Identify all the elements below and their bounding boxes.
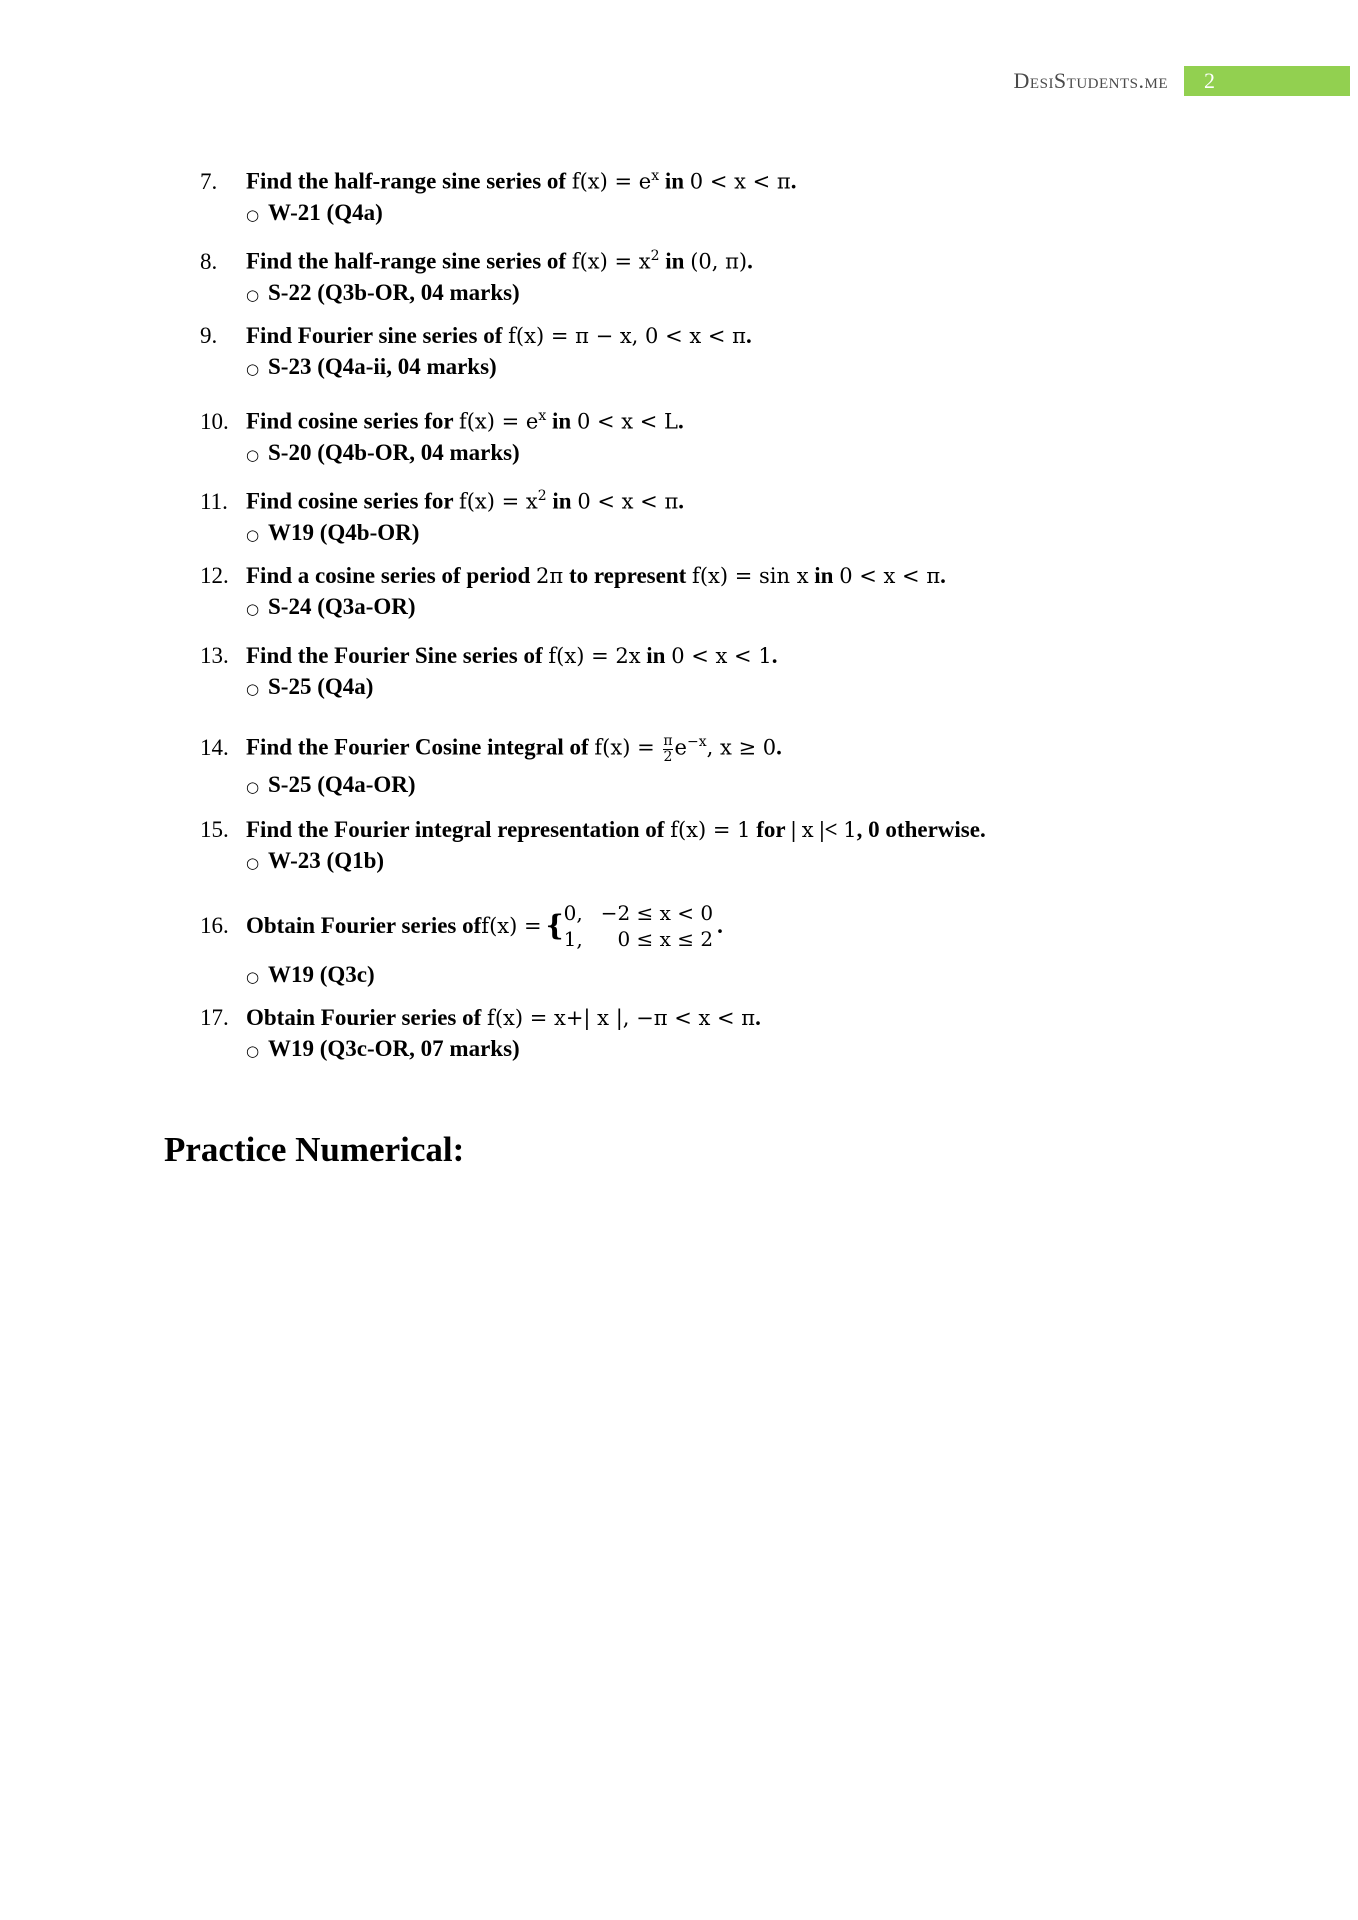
question-reference: ○ S-22 (Q3b-OR, 04 marks) — [246, 278, 1200, 310]
circle-bullet-icon: ○ — [246, 600, 260, 618]
question-item — [200, 320, 1200, 384]
question-reference: ○ W-21 (Q4a) — [246, 198, 1200, 230]
piecewise-function: { 0, −2 ≤ x < 0 1, 0 ≤ x ≤ 2 — [545, 901, 714, 951]
question-reference: ○ S-24 (Q3a-OR) — [246, 592, 1200, 624]
question-reference: ○ S-23 (Q4a-ii, 04 marks) — [246, 352, 1200, 384]
question-number: 13. — [200, 643, 229, 668]
circle-bullet-icon: ○ — [246, 285, 260, 304]
question-text: Find the Fourier integral representation of f(x) = 1 for | x |< 1, 0 otherwise. — [246, 817, 986, 842]
question-item — [200, 898, 1200, 992]
question-reference: ○ W19 (Q3c-OR, 07 marks) — [246, 1034, 1200, 1066]
question-reference: ○ W19 (Q3c) — [246, 960, 1200, 992]
question-number: 12. — [200, 563, 229, 588]
question-text: Find the half-range sine series of $f(x) = e^x$ in 0 < x < π. — [246, 168, 797, 194]
circle-bullet-icon: ○ — [246, 445, 260, 464]
question-number: 14. — [200, 734, 229, 760]
question-number: 8. — [200, 248, 218, 274]
question-number: 11. — [200, 488, 228, 514]
question-reference: ○ S-25 (Q4a-OR) — [246, 770, 1200, 802]
question-text: Find the half-range sine series of $f(x) = x^2$ in (0, π). — [246, 248, 753, 274]
question-item — [200, 560, 1200, 624]
question-number: 15. — [200, 817, 229, 842]
page-number: 2 — [1204, 68, 1215, 93]
question-number: 9. — [200, 323, 218, 348]
question-number: 7. — [200, 168, 218, 194]
page-header — [1014, 66, 1350, 96]
question-text: Find the Fourier Sine series of f(x) = 2x in 0 < x < 1. — [246, 643, 778, 668]
question-number: 16. — [200, 913, 229, 938]
question-item — [200, 480, 1200, 550]
site-name: DesiStudents.me — [1013, 68, 1168, 93]
question-reference: ○ W-23 (Q1b) — [246, 846, 1200, 878]
question-reference: ○ S-25 (Q4a) — [246, 672, 1200, 704]
circle-bullet-icon: ○ — [246, 360, 260, 378]
question-item — [200, 814, 1200, 878]
circle-bullet-icon: ○ — [246, 205, 260, 224]
circle-bullet-icon: ○ — [246, 525, 260, 544]
question-text: Find cosine series for $f(x) = e^x$ in 0 < x < L. — [246, 408, 684, 434]
question-text: Find a cosine series of period 2π to represent f(x) = sin x in 0 < x < π. — [246, 563, 946, 588]
page-number-badge — [1184, 66, 1350, 96]
fraction: $\frac{\pi}{2}$ — [663, 732, 673, 765]
question-reference: ○ S-20 (Q4b-OR, 04 marks) — [246, 438, 1200, 470]
question-item — [200, 400, 1200, 470]
question-item — [200, 240, 1200, 310]
question-item — [200, 1002, 1200, 1066]
question-text: Obtain Fourier series of f(x) = { 0, −2 ≤ x < 0 1, 0 ≤ x ≤ 2 . — [246, 901, 723, 951]
circle-bullet-icon: ○ — [246, 680, 260, 698]
question-text: Find the Fourier Cosine integral of f(x) = $\frac{\pi}{2}$ $e^{-x}$, x ≥ 0. — [246, 732, 782, 765]
circle-bullet-icon: ○ — [246, 968, 260, 986]
question-reference: ○ W19 (Q4b-OR) — [246, 518, 1200, 550]
circle-bullet-icon: ○ — [246, 854, 260, 872]
question-text: Find cosine series for $f(x) = x^2$ in 0 < x < π. — [246, 488, 685, 514]
question-number: 10. — [200, 408, 229, 434]
question-item — [200, 640, 1200, 704]
question-item — [200, 720, 1200, 802]
question-text: Find Fourier sine series of f(x) = π − x, 0 < x < π. — [246, 323, 752, 348]
circle-bullet-icon: ○ — [246, 1042, 260, 1060]
question-item — [200, 160, 1200, 230]
circle-bullet-icon: ○ — [246, 777, 260, 796]
question-number: 17. — [200, 1005, 229, 1030]
question-text: Obtain Fourier series of f(x) = x+| x |, −π < x < π. — [246, 1005, 761, 1030]
section-heading: Practice Numerical: — [164, 1130, 465, 1169]
